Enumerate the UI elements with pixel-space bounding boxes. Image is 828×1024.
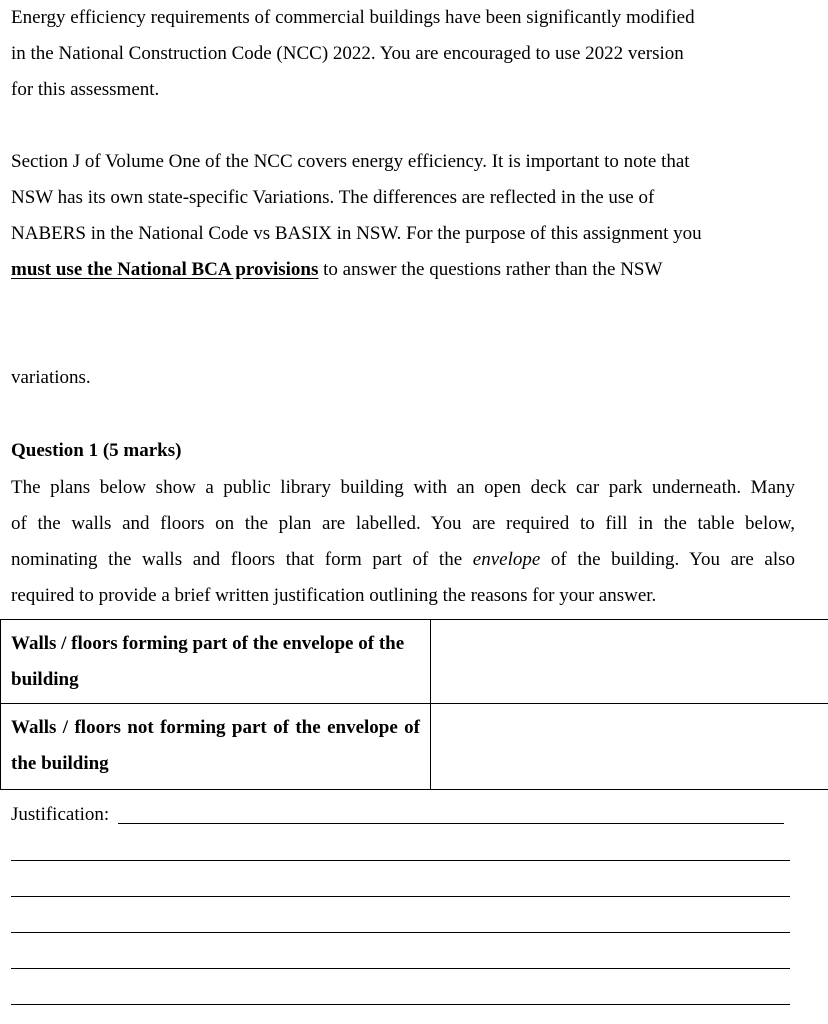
justification-answer-line[interactable] [11, 1004, 790, 1005]
section-j-line-5: variations. [11, 367, 91, 388]
question-1-line-3 [11, 549, 795, 571]
question-1-line-1: The plans below show a public library building with an open deck car park underneath. Many [11, 477, 795, 498]
section-j-line-4-rest: to answer the questions rather than the NSW [318, 259, 663, 280]
question-1-line-3-before: nominating the walls and floors that form part of the [11, 549, 473, 570]
justification-answer-line[interactable] [11, 968, 790, 969]
national-bca-emphasis: must use the National BCA provisions [11, 259, 319, 280]
justification-answer-line[interactable] [11, 896, 790, 897]
section-j-line-1: Section J of Volume One of the NCC covers energy efficiency. It is important to note that [11, 151, 690, 172]
section-j-line-4 [11, 259, 662, 281]
justification-label: Justification: [11, 804, 110, 825]
non-envelope-label-cell: Walls / floors not forming part of the envelope of the building [1, 704, 431, 790]
intro-line-2: in the National Construction Code (NCC) 2022. You are encouraged to use 2022 version [11, 43, 684, 64]
table-row [1, 620, 828, 704]
question-1-line-4: required to provide a brief written justification outlining the reasons for your answer. [11, 585, 657, 606]
section-j-line-3: NABERS in the National Code vs BASIX in NSW. For the purpose of this assignment you [11, 223, 702, 244]
non-envelope-answer-cell[interactable] [431, 704, 828, 790]
intro-line-3: for this assessment. [11, 79, 160, 100]
justification-answer-line[interactable] [11, 932, 790, 933]
intro-line-1: Energy efficiency requirements of commercial buildings have been significantly modified [11, 7, 695, 28]
envelope-table [0, 619, 828, 790]
question-1-line-3-after: of the building. You are also [540, 549, 795, 570]
section-j-line-2: NSW has its own state-specific Variations. The differences are reflected in the use of [11, 187, 655, 208]
envelope-term: envelope [472, 549, 541, 570]
envelope-label-cell: Walls / floors forming part of the envelope of the building [1, 620, 431, 704]
justification-answer-line[interactable] [118, 823, 784, 824]
question-1-line-2: of the walls and floors on the plan are labelled. You are required to fill in the table below, [11, 513, 795, 534]
table-row [1, 704, 828, 790]
envelope-answer-cell[interactable] [431, 620, 828, 704]
question-1-heading: Question 1 (5 marks) [11, 440, 182, 461]
justification-answer-line[interactable] [11, 860, 790, 861]
